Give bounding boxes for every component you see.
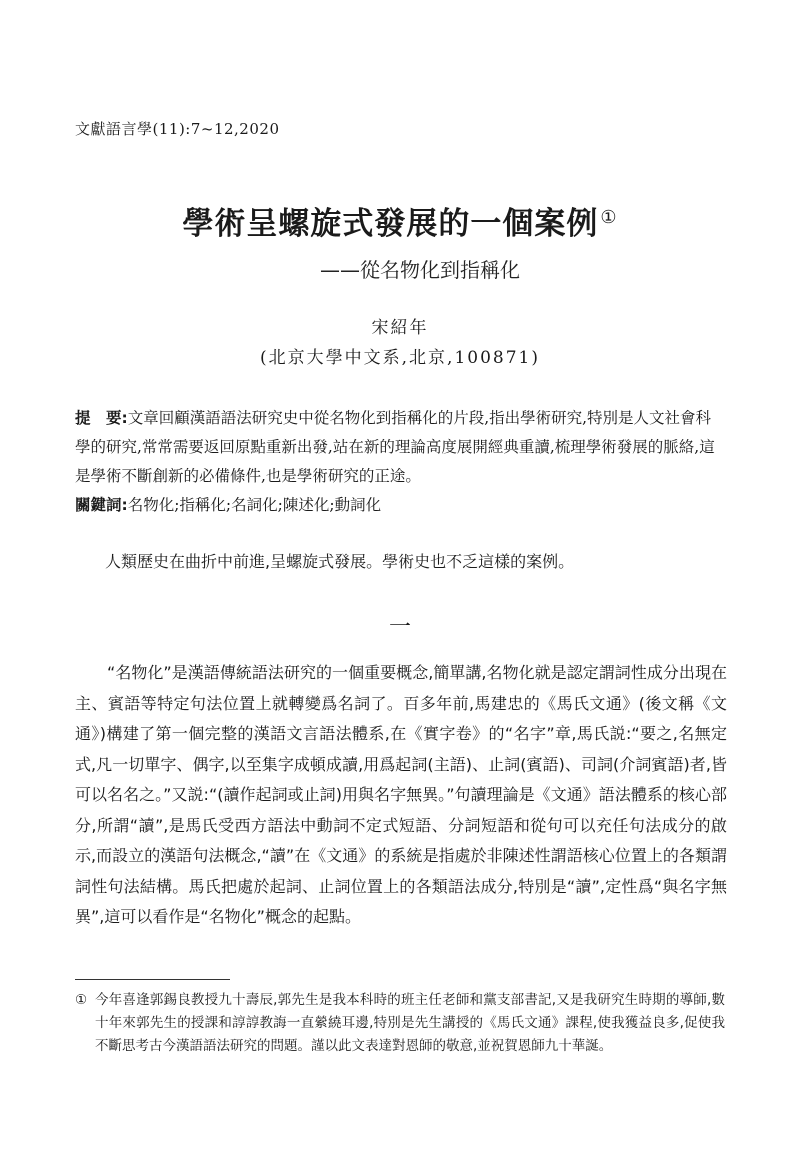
- author-name: 宋紹年: [371, 318, 429, 338]
- abstract-text: 文章回顧漢語語法研究史中從名物化到指稱化的片段,指出學術研究,特別是人文社會科學的研究,常常需要返回原點重新出發,站在新的理論高度展開經典重讀,梳理學術發展的脈絡,這是學術不斷創新的必備條件,也是學術研究的正途。: [75, 409, 715, 485]
- footnote-mark: ①: [75, 992, 88, 1008]
- abstract-label: 提 要:: [75, 409, 128, 427]
- abstract: [75, 404, 725, 491]
- section-heading: 一: [388, 615, 411, 640]
- author-affiliation: (北京大學中文系,北京,100871): [260, 348, 540, 368]
- footnote-text: 今年喜逢郭錫良教授九十壽辰,郭先生是我本科時的班主任老師和黨支部書記,又是我研究生時期的導師,數十年來郭先生的授課和諄諄教誨一直縈繞耳邊,特別是先生講授的《馬氏文通》課程,使我獲益良多,促使我不斷思考古今漢語語法研究的問題。謹以此文表達對恩師的敬意,並祝賀恩師九十華誕。: [95, 992, 725, 1054]
- body-paragraph: “名物化”是漢語傳統語法研究的一個重要概念,簡單講,名物化就是認定謂詞性成分出現在主、賓語等特定句法位置上就轉變爲名詞了。百多年前,馬建忠的《馬氏文通》(後文稱《文通》)構建了第一個完整的漢語文言語法體系,在《實字卷》的“名字”章,馬氏説:“要之,名無定式,凡一切單字、偶字,以至集字成頓成讀,用爲起詞(主語)、止詞(賓語)、司詞(介詞賓語)者,皆可以名名之。”又説:“(讀作起詞或止詞)用與名字無異。”句讀理論是《文通》語法體系的核心部分,所謂“讀”,是馬氏受西方語法中動詞不定式短語、分詞短語和從句可以充任句法成分的啟示,而設立的漢語句法概念,“讀”在《文通》的系統是指處於非陳述性謂語核心位置上的各類謂詞性句法結構。馬氏把處於起詞、止詞位置上的各類語法成分,特別是“讀”,定性爲“與名字無異”,這可以看作是“名物化”概念的起點。: [75, 663, 727, 926]
- footnote-divider: [75, 979, 230, 980]
- title-footnote-mark[interactable]: ①: [600, 206, 618, 228]
- keywords-text: 名物化;指稱化;名詞化;陳述化;動詞化: [127, 496, 382, 514]
- title-text: 學術呈螺旋式發展的一個案例: [182, 206, 599, 242]
- keywords-label: 關鍵詞:: [75, 496, 128, 514]
- intro-paragraph: 人類歷史在曲折中前進,呈螺旋式發展。學術史也不乏這樣的案例。: [105, 552, 575, 571]
- footnote: [75, 989, 725, 1058]
- article-title: [0, 198, 800, 243]
- keywords: [75, 491, 725, 520]
- running-head: 文獻語言學(11):7~12,2020: [75, 120, 280, 138]
- article-subtitle: ——從名物化到指稱化: [320, 258, 520, 282]
